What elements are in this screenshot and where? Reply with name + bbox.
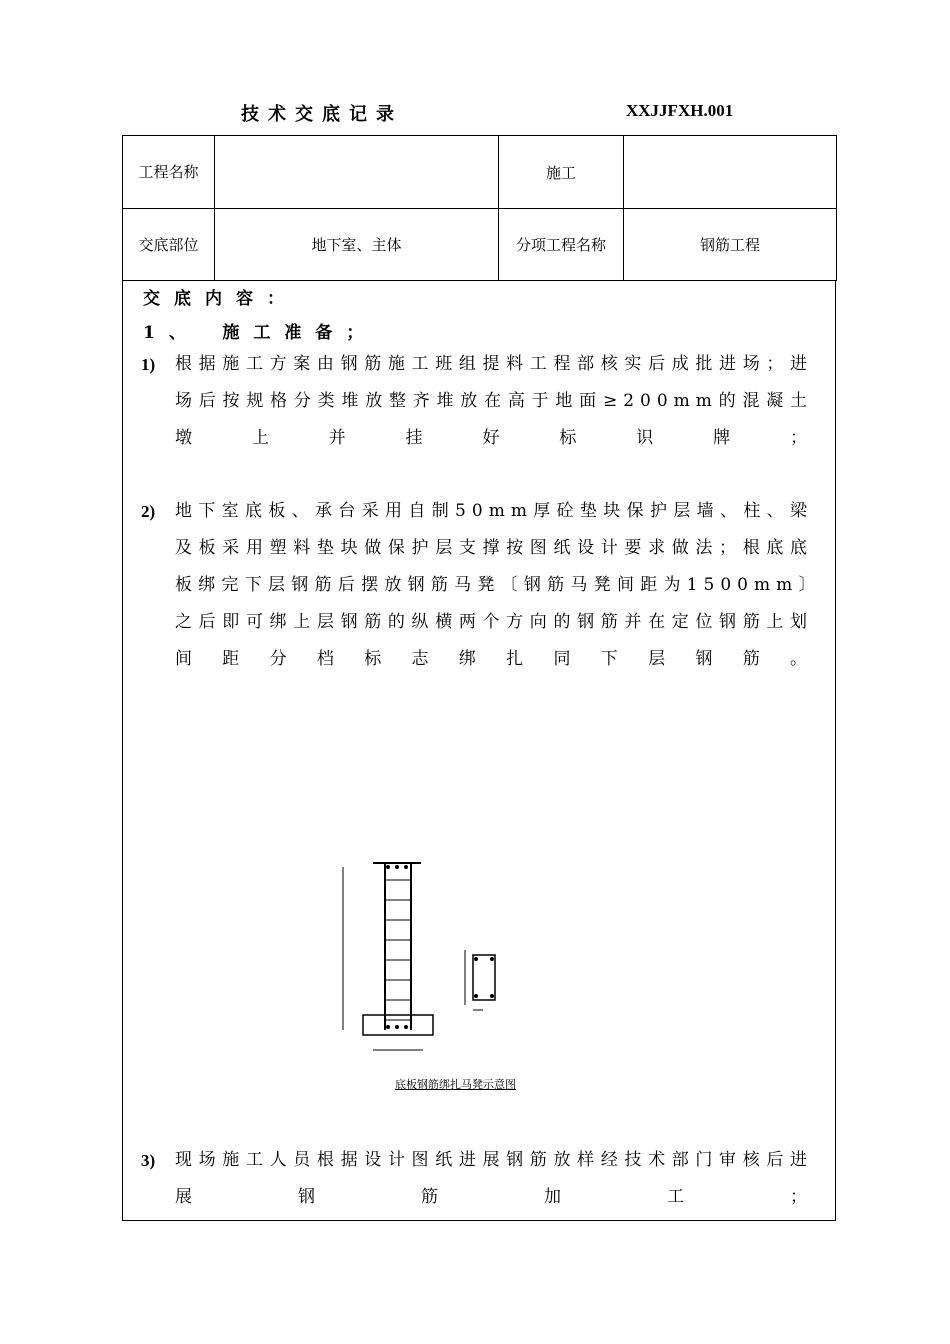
document-title: 技术交底记录: [241, 104, 403, 125]
list-item: 2) 地下室底板、承台采用自制50mm厚砼垫块保护层墙、柱、梁及板采用塑料垫块做保护层支撑按图纸设计要求做法；根底底板绑完下层钢筋后摆放钢筋马凳〔钢筋马凳间距为1500mm〕之后即可绑上层钢筋的纵横两个方向的钢筋并在定位钢筋上划间距分档标志绑扎同下层钢筋。: [141, 493, 813, 678]
construction-value: [624, 136, 837, 209]
construction-label: 施工: [499, 136, 624, 209]
list-item: 1) 根据施工方案由钢筋施工班组提料工程部核实后成批进场；进场后按规格分类堆放整齐堆放在高于地面≥200mm的混凝土墩上并挂好标识牌；: [141, 346, 813, 457]
section-heading: 1、 施工准备；: [143, 323, 378, 343]
location-value: 地下室、主体: [215, 209, 499, 281]
item-text: 根据施工方案由钢筋施工班组提料工程部核实后成批进场；进场后按规格分类堆放整齐堆放在高于地面≥200mm的混凝土墩上并挂好标识牌；: [175, 354, 813, 448]
subitem-label: 分项工程名称: [499, 209, 624, 281]
item-text: 现场施工人员根据设计图纸进展钢筋放样经技术部门审核后进展钢筋加工；: [175, 1150, 813, 1207]
list-item: 3) 现场施工人员根据设计图纸进展钢筋放样经技术部门审核后进展钢筋加工；: [141, 1142, 813, 1216]
subitem-value: 钢筋工程: [624, 209, 837, 281]
item-text: 地下室底板、承台采用自制50mm厚砼垫块保护层墙、柱、梁及板采用塑料垫块做保护层支撑按图纸设计要求做法；根底底板绑完下层钢筋后摆放钢筋马凳〔钢筋马凳间距为1500mm〕之后即可绑上层钢筋的纵横两个方向的钢筋并在定位钢筋上划间距分档标志绑扎同下层钢筋。: [175, 501, 813, 669]
project-name-label: 工程名称: [123, 136, 215, 209]
project-name-value: [215, 136, 499, 209]
content-box: [122, 280, 836, 1221]
info-table: [122, 135, 837, 281]
location-label: 交底部位: [123, 209, 215, 281]
figure-caption: 底板钢筋绑扎马凳示意图: [395, 1078, 516, 1091]
document-number: XXJJFXH.001: [626, 101, 734, 120]
rebar-chair-diagram: [333, 855, 653, 1075]
content-heading: 交底内容：: [143, 289, 298, 309]
